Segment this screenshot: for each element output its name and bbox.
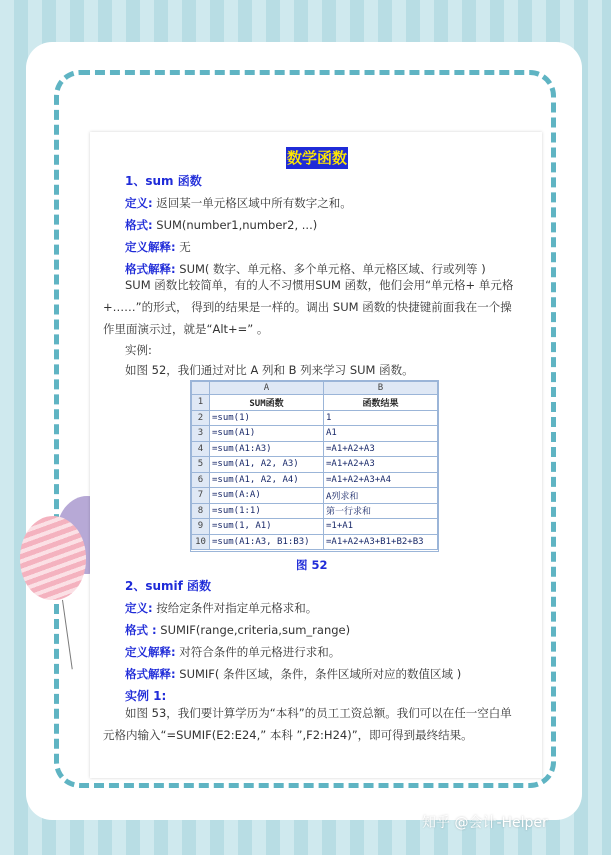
table-row — [192, 426, 438, 442]
table-row — [192, 441, 438, 457]
table-row — [192, 457, 438, 473]
sumif-heading: 2、sumif 函数 — [125, 579, 212, 593]
definition-text: 按给定条件对指定单元格求和。 — [156, 601, 318, 615]
cell-b: A列求和 — [324, 488, 438, 504]
sumif-format-explanation — [125, 666, 461, 682]
watermark: 知乎 @会计-Helper — [422, 815, 548, 831]
cell-b: =A1+A2+A3 — [324, 457, 438, 473]
sumif-example-label: 实例 1: — [125, 689, 167, 703]
cell-a: =sum(A1:A3) — [210, 441, 324, 457]
cell-a: =sum(1, A1) — [210, 519, 324, 535]
sum-definition-explanation — [125, 239, 191, 255]
pink-balloon-icon — [20, 516, 86, 600]
figure-caption: 图 52 — [296, 558, 328, 572]
formatexp-text: SUM( 数字、单元格、多个单元格、单元格区域、行或列等 ) — [179, 262, 486, 276]
column-header-a: A — [210, 382, 324, 395]
row-number: 9 — [192, 519, 210, 535]
cell-b: =1+A1 — [324, 519, 438, 535]
row-number: 8 — [192, 503, 210, 519]
cell-a: =sum(A:A) — [210, 488, 324, 504]
table-row — [192, 395, 438, 411]
definition-text: 返回某一单元格区域中所有数字之和。 — [156, 196, 352, 210]
sumif-definition-explanation — [125, 644, 340, 660]
cell-b: =A1+A2+A3+A4 — [324, 472, 438, 488]
sumif-format — [125, 622, 350, 638]
row-number: 5 — [192, 457, 210, 473]
table-row — [192, 503, 438, 519]
row-number: 7 — [192, 488, 210, 504]
formatexp-label: 格式解释: — [125, 262, 176, 276]
row-number: 3 — [192, 426, 210, 442]
table-row — [192, 410, 438, 426]
row-number: 1 — [192, 395, 210, 411]
column-header-b: B — [324, 382, 438, 395]
defexp-text: 无 — [179, 240, 191, 254]
cell-a: =sum(1) — [210, 410, 324, 426]
cell-b: A1 — [324, 426, 438, 442]
row-number: 2 — [192, 410, 210, 426]
definition-label: 定义: — [125, 601, 153, 615]
doc-title: 数学函数 — [286, 149, 347, 167]
format-text: SUMIF(range,criteria,sum_range) — [160, 623, 351, 637]
sum-example-label: 实例: — [125, 343, 152, 357]
sum-heading: 1、sum 函数 — [125, 174, 202, 188]
row-number: 6 — [192, 472, 210, 488]
defexp-text: 对符合条件的单元格进行求和。 — [179, 645, 341, 659]
table-row — [192, 472, 438, 488]
sum-definition — [125, 195, 352, 211]
cell-a: =sum(A1, A2, A3) — [210, 457, 324, 473]
row-number: 4 — [192, 441, 210, 457]
cell-a: =sum(A1) — [210, 426, 324, 442]
cell-b: =A1+A2+A3+B1+B2+B3 — [324, 534, 438, 550]
sumif-definition — [125, 600, 317, 616]
row-number: 10 — [192, 534, 210, 550]
formatexp-text: SUMIF( 条件区域，条件，条件区域所对应的数值区域 ) — [179, 667, 462, 681]
formatexp-label: 格式解释: — [125, 667, 176, 681]
format-text: SUM(number1,number2, ...) — [156, 218, 318, 232]
table-row — [192, 534, 438, 550]
sum-paragraph: SUM 函数比较简单，有的人不习惯用SUM 函数，他们会用“单元格+ 单元格+……”的形式， 得到的结果是一样的。调出 SUM 函数的快捷键前面我在一个操作里面演示过，就是“Alt+=” 。 — [103, 278, 514, 336]
cell-b: =A1+A2+A3 — [324, 441, 438, 457]
cell-b: 第一行求和 — [324, 503, 438, 519]
cell-a: SUM函数 — [210, 395, 324, 411]
table-row — [192, 519, 438, 535]
defexp-label: 定义解释: — [125, 240, 176, 254]
sum-format — [125, 217, 317, 233]
cell-a: =sum(A1, A2, A4) — [210, 472, 324, 488]
sumif-paragraph: 如图 53，我们要计算学历为“本科”的员工工资总额。我们可以在任一空白单元格内输入“=SUMIF(E2:E24,” 本科 ”,F2:H24)”，即可得到最终结果。 — [103, 706, 512, 742]
cell-b: 1 — [324, 410, 438, 426]
sum-example-text: 如图 52，我们通过对比 A 列和 B 列来学习 SUM 函数。 — [125, 363, 414, 377]
cell-a: =sum(A1:A3, B1:B3) — [210, 534, 324, 550]
defexp-label: 定义解释: — [125, 645, 176, 659]
table-row — [192, 488, 438, 504]
corner-cell — [192, 382, 210, 395]
cell-b: 函数结果 — [324, 395, 438, 411]
definition-label: 定义: — [125, 196, 153, 210]
format-label: 格式: — [125, 218, 153, 232]
format-label: 格式 : — [125, 623, 157, 637]
spreadsheet-figure — [190, 380, 439, 552]
cell-a: =sum(1:1) — [210, 503, 324, 519]
